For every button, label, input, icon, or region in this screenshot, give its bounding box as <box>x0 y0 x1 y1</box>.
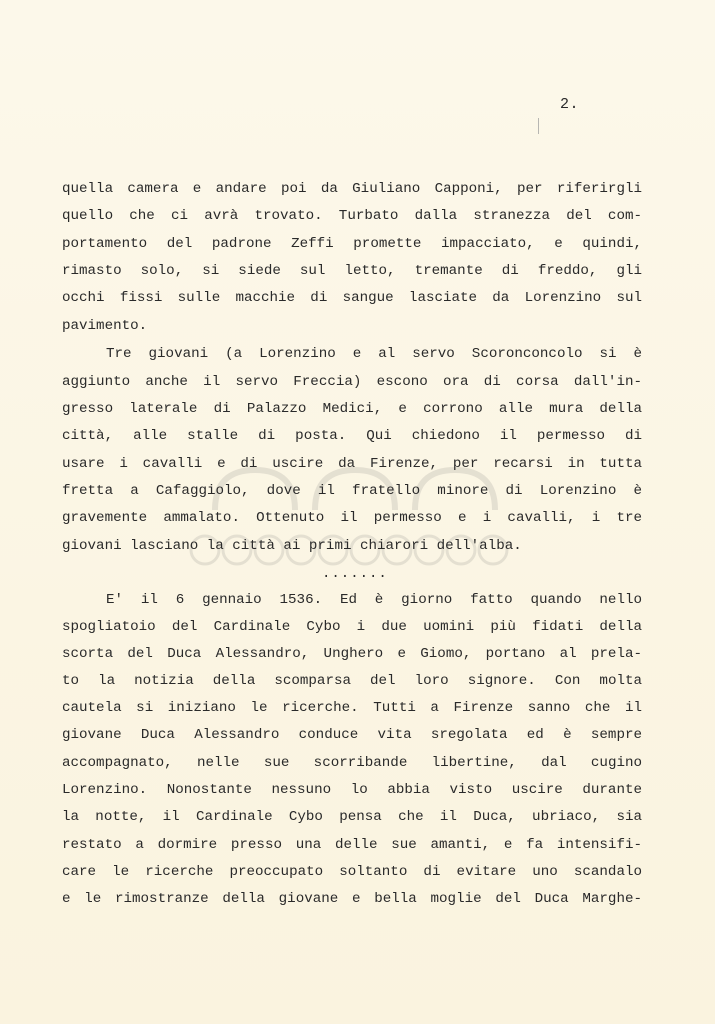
text-line: la notte, il Cardinale Cybo pensa che il Duca, ubriaco, sia <box>62 809 642 825</box>
text-line: usare i cavalli e di uscire da Firenze, per recarsi in tutta <box>62 456 642 472</box>
text-line: portamento del padrone Zeffi promette impacciato, e quindi, <box>62 236 642 252</box>
text-line: scorta del Duca Alessandro, Unghero e Giomo, portano al prela- <box>62 646 642 662</box>
text-line: pavimento. <box>62 318 148 334</box>
text-line: fretta a Cafaggiolo, dove il fratello minore di Lorenzino è <box>62 483 642 499</box>
text-line: giovani lasciano la città ai primi chiarori dell'alba. <box>62 538 522 554</box>
text-line: spogliatoio del Cardinale Cybo i due uomini più fidati della <box>62 619 642 635</box>
text-line: e le rimostranze della giovane e bella moglie del Duca Marghe- <box>62 891 642 907</box>
text-line: aggiunto anche il servo Freccia) escono ora di corsa dall'in- <box>62 374 642 390</box>
text-line: quella camera e andare poi da Giuliano Capponi, per riferirgli <box>62 181 642 197</box>
section-separator: ....... <box>322 566 388 582</box>
text-line: to la notizia della scomparsa del loro signore. Con molta <box>62 673 642 689</box>
text-line: gresso laterale di Palazzo Medici, e corrono alle mura della <box>62 401 642 417</box>
text-line: restato a dormire presso una delle sue amanti, e fa intensifi- <box>62 837 642 853</box>
text-line: occhi fissi sulle macchie di sangue lasciate da Lorenzino sul <box>62 290 642 306</box>
text-line: giovane Duca Alessandro conduce vita sregolata ed è sempre <box>62 727 642 743</box>
text-line: Lorenzino. Nonostante nessuno lo abbia visto uscire durante <box>62 782 642 798</box>
margin-mark <box>538 118 539 134</box>
text-line: care le ricerche preoccupato soltanto di evitare uno scandalo <box>62 864 642 880</box>
text-line: città, alle stalle di posta. Qui chiedono il permesso di <box>62 428 642 444</box>
page-number: 2. <box>560 96 580 113</box>
text-line: E' il 6 gennaio 1536. Ed è giorno fatto quando nello <box>106 592 642 608</box>
text-line: accompagnato, nelle sue scorribande libertine, dal cugino <box>62 755 642 771</box>
text-line: gravemente ammalato. Ottenuto il permesso e i cavalli, i tre <box>62 510 642 526</box>
text-line: rimasto solo, si siede sul letto, tremante di freddo, gli <box>62 263 642 279</box>
text-line: Tre giovani (a Lorenzino e al servo Scoronconcolo si è <box>106 346 642 362</box>
text-line: cautela si iniziano le ricerche. Tutti a Firenze sanno che il <box>62 700 642 716</box>
text-line: quello che ci avrà trovato. Turbato dalla stranezza del com- <box>62 208 642 224</box>
